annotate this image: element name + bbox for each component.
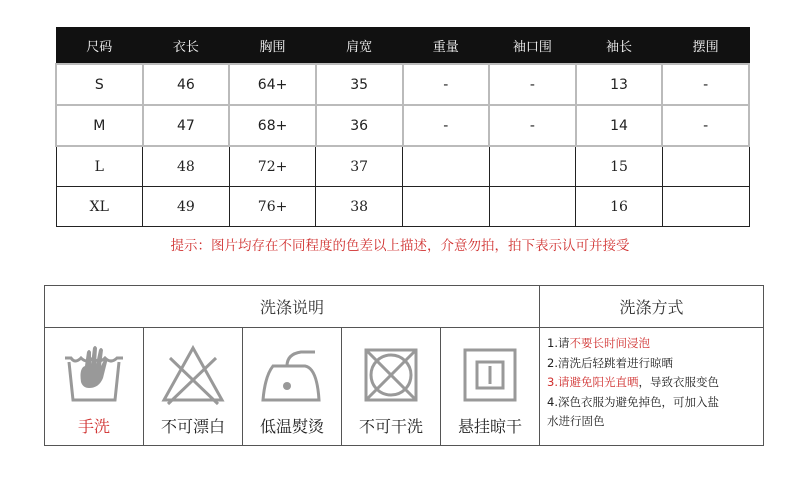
table-cell: 68+ [229,105,316,146]
low-iron-cell [243,328,342,445]
table-cell [489,146,576,187]
table-cell: 48 [143,146,230,187]
table-cell: 16 [576,187,663,227]
table-cell: - [662,105,749,146]
method-item-1: 1.请不要长时间浸泡 [547,336,650,350]
table-cell: - [403,105,490,146]
table-cell: 35 [316,64,403,105]
table-cell [403,187,490,227]
hand-wash-label: 手洗 [77,417,110,436]
size-table [55,27,750,227]
table-cell [662,187,749,227]
header-hem: 摆围 [662,28,749,65]
no-bleach-label: 不可漂白 [160,417,225,436]
hand-wash-cell [45,328,144,445]
table-cell: 38 [316,187,403,227]
table-cell: S [56,64,143,105]
low-iron-icon [257,338,327,410]
wash-instructions-title: 洗涤说明 [45,286,540,328]
table-cell: 14 [576,105,663,146]
header-sleeve: 袖长 [576,28,663,65]
table-cell: 49 [143,187,230,227]
table-cell: - [489,64,576,105]
table-cell: 76+ [229,187,316,227]
table-row [56,146,749,187]
table-cell: 46 [143,64,230,105]
no-tumble-dry-cell [342,328,441,445]
table-cell: 72+ [229,146,316,187]
table-row [56,187,749,227]
table-row [56,64,749,105]
table-cell [489,187,576,227]
method-item-3: 3.请避免阳光直晒，导致衣服变色 [547,375,719,389]
header-weight: 重量 [403,28,490,65]
wash-instructions-panel [44,285,764,446]
table-cell: 37 [316,146,403,187]
table-cell: XL [56,187,143,227]
table-cell [662,146,749,187]
header-size: 尺码 [56,28,143,65]
header-chest: 胸围 [229,28,316,65]
method-item-2: 2.清洗后轻跳着进行晾晒 [547,355,673,370]
wash-method-title: 洗涤方式 [540,286,763,328]
table-cell: 15 [576,146,663,187]
table-cell: - [662,64,749,105]
no-bleach-cell [144,328,243,445]
low-iron-label: 低温熨烫 [259,417,324,436]
no-bleach-icon [158,338,228,410]
no-tumble-dry-label: 不可干洗 [358,417,423,436]
no-tumble-dry-icon [356,338,426,410]
method-item-4: 4.深色衣服为避免掉色，可加入盐 水进行固色 [547,394,719,428]
header-shoulder: 肩宽 [316,28,403,65]
hang-dry-label: 悬挂晾干 [457,417,522,436]
table-cell: L [56,146,143,187]
color-difference-notice: 提示：图片均存在不同程度的色差以上描述，介意勿拍，拍下表示认可并接受 [170,238,630,254]
wash-method-list [547,334,761,432]
hang-dry-icon [455,338,525,410]
table-row [56,105,749,146]
table-cell: 13 [576,64,663,105]
header-cuff: 袖口围 [489,28,576,65]
table-cell: 47 [143,105,230,146]
table-cell: 64+ [229,64,316,105]
table-cell: - [403,64,490,105]
hand-wash-icon [59,338,129,410]
size-table-header-row [56,28,749,65]
table-cell: - [489,105,576,146]
table-cell [403,146,490,187]
header-length: 衣长 [143,28,230,65]
table-cell: M [56,105,143,146]
wash-icons-row [45,328,540,445]
table-cell: 36 [316,105,403,146]
hang-dry-cell [441,328,540,445]
